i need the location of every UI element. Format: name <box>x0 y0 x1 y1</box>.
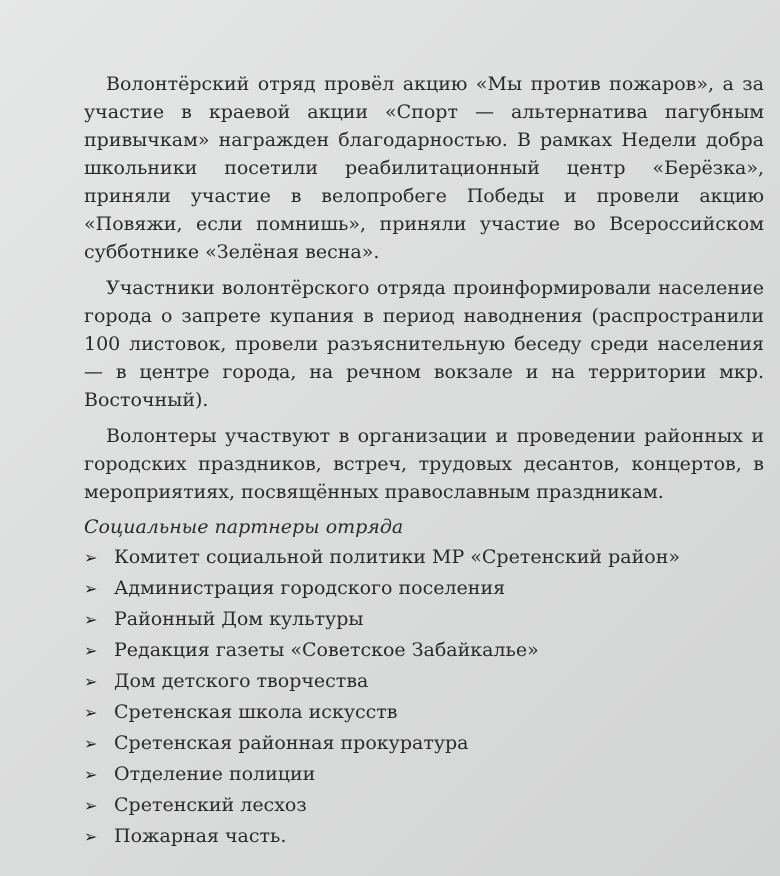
partners-list <box>84 542 764 852</box>
paragraph-volunteer-actions: Волонтёрский отряд провёл акцию «Мы против пожаров», а за участие в краевой акции «Спорт — альтернатива пагубным привычкам» награжден благодарностью. В рамках Недели добра школьники посетили реабилитационный центр «Берёзка», приняли участие в велопробеге Победы и провели акцию «Повяжи, если помнишь», приняли участие во Всероссийском субботнике «Зелёная весна». <box>84 73 764 263</box>
arrow-bullet-icon: ➢ <box>84 548 98 567</box>
arrow-bullet-icon: ➢ <box>84 641 98 660</box>
arrow-bullet-icon: ➢ <box>84 827 98 846</box>
list-item-label: Сретенский лесхоз <box>114 794 307 816</box>
list-item-label: Дом детского творчества <box>114 670 369 692</box>
list-item <box>84 821 764 852</box>
paragraph-events: Волонтеры участвуют в организации и проведении районных и городских праздников, встреч, трудовых десантов, концертов, в мероприятиях, посвящённых православным праздникам. <box>84 425 764 503</box>
list-item <box>84 759 764 790</box>
arrow-bullet-icon: ➢ <box>84 734 98 753</box>
list-item-label: Комитет социальной политики МР «Сретенский район» <box>114 546 681 568</box>
arrow-bullet-icon: ➢ <box>84 610 98 629</box>
list-item-label: Пожарная часть. <box>114 825 287 847</box>
page-text <box>84 70 764 852</box>
list-item-label: Редакция газеты «Советское Забайкалье» <box>114 639 539 661</box>
list-item <box>84 697 764 728</box>
list-item <box>84 728 764 759</box>
list-item <box>84 790 764 821</box>
list-item-label: Сретенская школа искусств <box>114 701 398 723</box>
list-item-label: Администрация городского поселения <box>114 577 506 599</box>
list-item <box>84 635 764 666</box>
list-item-label: Районный Дом культуры <box>114 608 364 630</box>
list-item <box>84 666 764 697</box>
list-item <box>84 604 764 635</box>
list-item-label: Отделение полиции <box>114 763 316 785</box>
arrow-bullet-icon: ➢ <box>84 672 98 691</box>
paragraph-flood-info: Участники волонтёрского отряда проинформировали население города о запрете купания в период наводнения (распространили 100 листовок, провели разъяснительную беседу среди населения — в центре города, на речном вокзале и на территории мкр. Восточный). <box>84 277 764 411</box>
list-item <box>84 542 764 573</box>
arrow-bullet-icon: ➢ <box>84 796 98 815</box>
list-item <box>84 573 764 604</box>
arrow-bullet-icon: ➢ <box>84 703 98 722</box>
partners-heading: Социальные партнеры отряда <box>84 516 404 538</box>
list-item-label: Сретенская районная прокуратура <box>114 732 469 754</box>
arrow-bullet-icon: ➢ <box>84 579 98 598</box>
arrow-bullet-icon: ➢ <box>84 765 98 784</box>
